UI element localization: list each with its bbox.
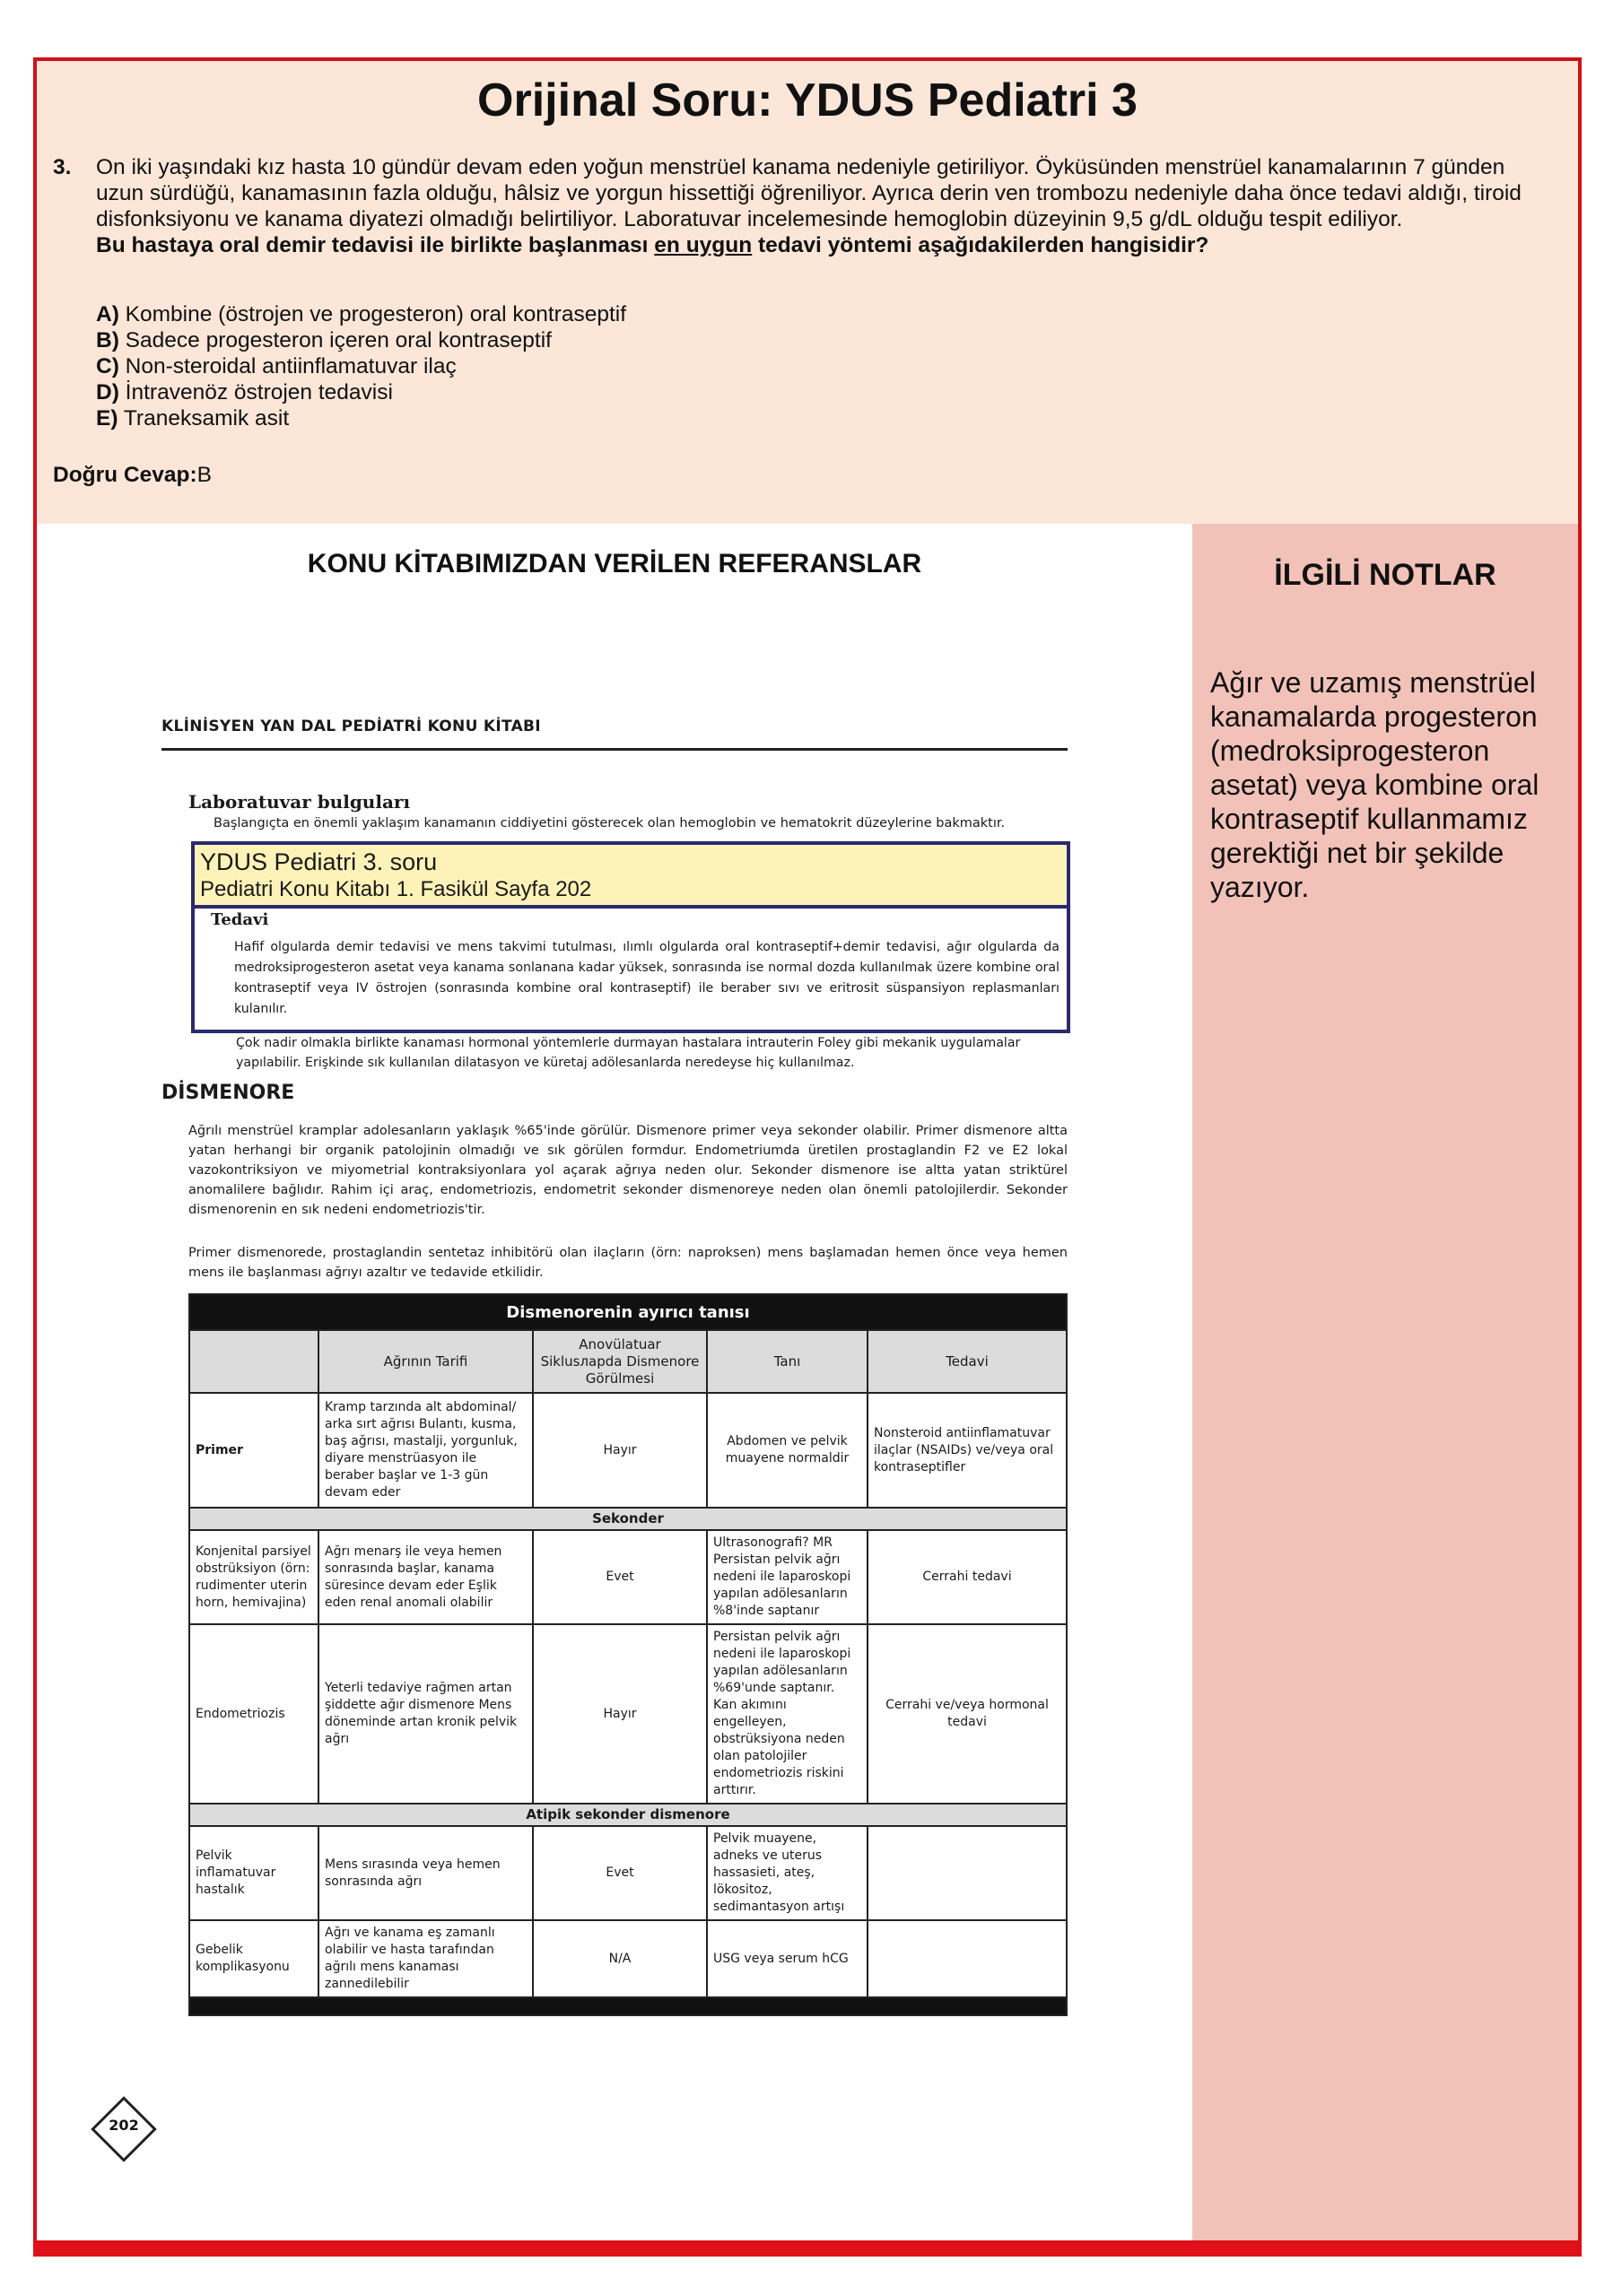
question-number: 3. <box>53 155 72 179</box>
correct-answer: Doğru Cevap:B <box>53 463 212 487</box>
dismenore-paragraph-2: Primer dismenorede, prostaglandin sentetaz inhibitörü olan ilaçların (örn: naproksen) mens başlamadan hemen önce veya hemen mens ile başlanması ağrıyı azaltır ve tedavide etkilidir. <box>188 1246 1068 1280</box>
book-header: KLİNİSYEN YAN DAL PEDİATRİ KONU KİTABI <box>161 718 541 735</box>
page-number: 202 <box>109 2117 139 2134</box>
table-row: Primer Kramp tarzında alt abdominal/ arka sırt ağrısı Bulantı, kusma, baş ağrısı, mastalji, yorgunluk, diyare menstrüasyon ile beraber başlar ve 1-3 gün devam eder Hayır Abdomen ve pelvik muayene normaldir Nonsteroid antiinflamatuvar ilaçlar (NSAIDs) ve/veya oral kontraseptifler <box>189 1393 1067 1508</box>
notes-title: İLGİLİ NOTLAR <box>1274 558 1496 592</box>
prompt-underlined: en uygun <box>654 233 753 257</box>
page-frame <box>33 57 1582 2246</box>
tedavi-heading: Tedavi <box>211 910 269 929</box>
tedavi-text: Hafif olgularda demir tedavisi ve mens takvimi tutulması, ılımlı olgularda oral kontraseptif+demir tedavisi, ağır olgularda da medroksiprogesteron asetat veya kanama sonlanana kadar yüksek, sonrasında ise normal dozda kullanılmak üzere kombine oral kontraseptif veya IV östrojen (sonrasında kombine oral kontraseptif) ile beraber sıvı ve eritrosit süspansiyon replasmanları kulanılır. <box>234 940 1060 1016</box>
table-header-row: Ağrının Tarifi Anovülatuar Siklusларda Dismenore Görülmesi Tanı Tedavi <box>189 1330 1067 1393</box>
table-caption: Dismenorenin ayırıcı tanısı <box>189 1294 1067 1330</box>
prompt-before: Bu hastaya oral demir tedavisi ile birlikte başlanması <box>96 233 655 257</box>
section-label: Sekonder <box>189 1508 1067 1530</box>
table-row: Gebelik komplikasyonu Ağrı ve kanama eş zamanlı olabilir ve hasta tarafından ağrılı mens kanaması zannedilebilir N/A USG veya serum hCG <box>189 1920 1067 1997</box>
bottom-red-bar <box>33 2240 1582 2257</box>
option-c[interactable]: C) Non-steroidal antiinflamatuvar ilaç <box>96 354 457 378</box>
notes-text: Ağır ve uzamış menstrüel kanamalarda progesteron (medroksiprogesteron asetat) veya kombine oral kontraseptif kullanmamız gerektiği net bir şekilde yazıyor. <box>1210 666 1539 903</box>
lab-heading: Laboratuvar bulguları <box>188 791 411 813</box>
dismenore-heading: DİSMENORE <box>161 1082 295 1104</box>
mechanical-text: Çok nadir olmakla birlikte kanaması hormonal yöntemlerle durmayan hastalara intrauterin Foley gibi mekanik uygulamalar yapılabilir. Erişkinde sık kullanılan dilatasyon ve küretaj adölesanlarda neredeyse hiç kullanılmaz. <box>236 1036 1021 1070</box>
prompt-after: tedavi yöntemi aşağıdakilerden hangisidir? <box>752 233 1209 257</box>
lab-text: Başlangıçta en önemli yaklaşım kanamanın ciddiyetini gösterecek olan hemoglobin ve hematokrit düzeylerine bakmaktır. <box>214 816 1006 831</box>
option-d[interactable]: D) İntravenöz östrojen tedavisi <box>96 380 393 404</box>
question-text: On iki yaşındaki kız hasta 10 gündür devam eden yoğun menstrüel kanama nedeniyle getiriliyor. Öyküsünden menstrüel kanamalarının 7 günden uzun sürdüğü, kanamasının fazla olduğu, hâlsiz ve yorgun hissettiği öğreniliyor. Ayrıca derin ven trombozu nedeniyle daha önce tedavi aldığı, tiroid disfonksiyonu ve kanama diyatezi olmadığı belirtiliyor. Laboratuvar incelemesinde hemoglobin düzeyinin 9,5 g/dL olduğu tespit ediliyor. <box>96 155 1522 231</box>
highlight-line-2: Pediatri Konu Kitabı 1. Fasikül Sayfa 202 <box>200 877 592 901</box>
option-a[interactable]: A) Kombine (östrojen ve progesteron) oral kontraseptif <box>96 302 627 326</box>
highlight-line-1: YDUS Pediatri 3. soru <box>200 848 438 875</box>
table-row: Endometriozis Yeterli tedaviye rağmen artan şiddette ağır dismenore Mens döneminde artan kronik pelvik ağrı Hayır Persistan pelvik ağrı nedeni ile laparoskopi yapılan adölesanların %69'unde saptanır. Kan akımını engelleyen, obstrüksiyona neden olan patolojiler endometriozis riskini arttırır. Cerrahi ve/veya hormonal tedavi <box>189 1624 1067 1804</box>
table-row: Konjenital parsiyel obstrüksiyon (örn: rudimenter uterin horn, hemivajina) Ağrı menarş ile veya hemen sonrasında başlar, kanama süresince devam eder Eşlik eden renal anomali olabilir Evet Ultrasonografi? MR Persistan pelvik ağrı nedeni ile laparoskopi yapılan adölesanların %8'inde saptanır Cerrahi tedavi <box>189 1530 1067 1624</box>
section-label: Atipik sekonder dismenore <box>189 1804 1067 1826</box>
option-e[interactable]: E) Traneksamik asit <box>96 406 290 430</box>
option-b[interactable]: B) Sadece progesteron içeren oral kontraseptif <box>96 328 552 352</box>
references-title: KONU KİTABIMIZDAN VERİLEN REFERANSLAR <box>307 549 922 578</box>
dismenore-paragraph-1: Ağrılı menstrüel kramplar adolesanların yaklaşık %65'inde görülür. Dismenore primer veya sekonder olabilir. Primer dismenore altta yatan herhangi bir organik patolojinin olmadığı ve sık görülen formdur. Endometriumda üretilen prostaglandin F2 ve E2 lokal vazokontriksiyon ve miyometrial kontraksiyonlara yol açarak ağrıya neden olur. Sekonder dismenore ise altta yatan striktürel anomalilere bağlıdır. Rahim içi araç, endometriozis, endometrit sekonder dismenoreye neden olan önemli patolojilerdir. Sekonder dismenorenin en sık nedeni endometriozis'tir. <box>188 1124 1068 1217</box>
page-title: Orijinal Soru: YDUS Pediatri 3 <box>477 74 1138 126</box>
table-row: Pelvik inflamatuvar hastalık Mens sırasında veya hemen sonrasında ağrı Evet Pelvik muayene, adneks ve uterus hassasieti, ateş, lökositoz, sedimantasyon artışı <box>189 1826 1067 1920</box>
